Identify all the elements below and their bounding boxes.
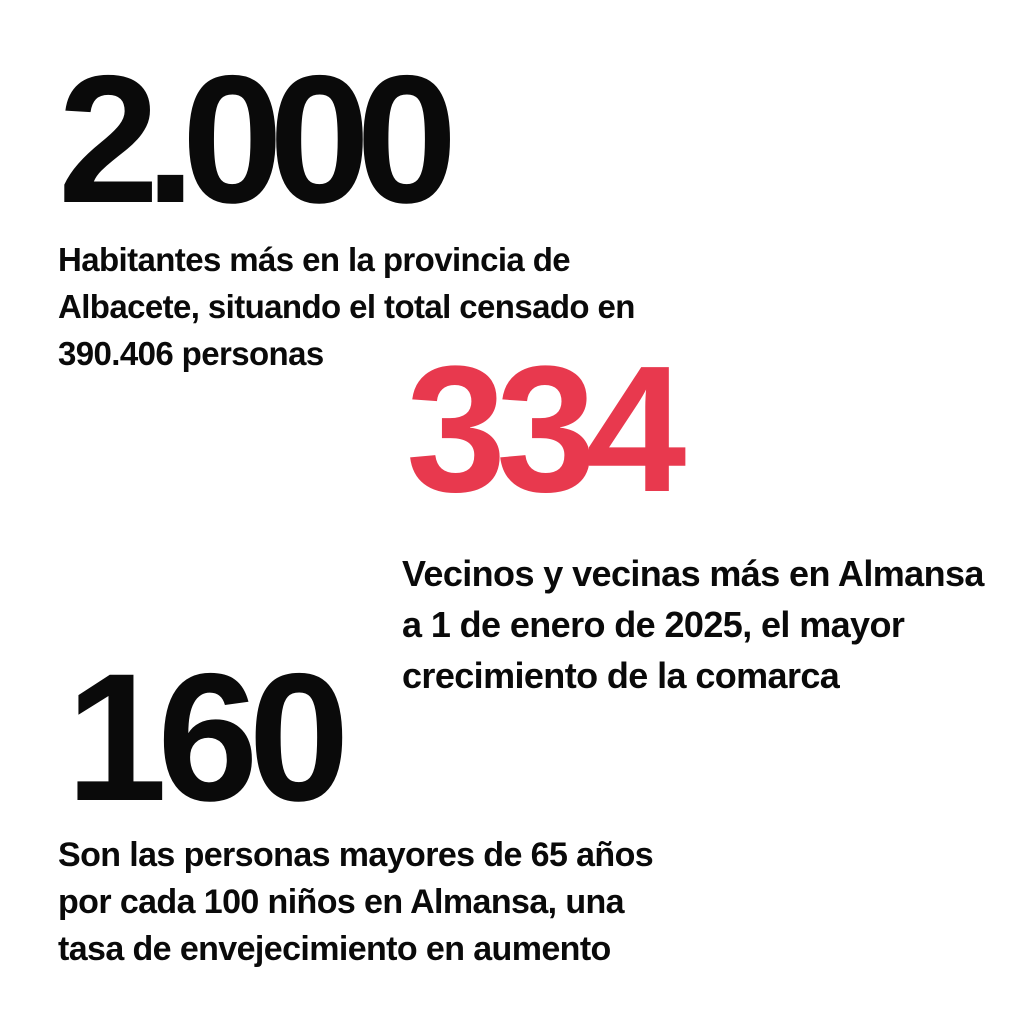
stat-number-highlight: 334 xyxy=(406,329,677,530)
stat-caption: Habitantes más en la provincia de Albacete, situando el total censado en 390.406 personas xyxy=(58,241,635,372)
stat-aging-index xyxy=(58,635,654,973)
stat-number: 2.000 xyxy=(58,37,444,241)
stat-caption: Son las personas mayores de 65 años por cada 100 niños en Almansa, una tasa de envejecimiento en aumento xyxy=(58,836,654,968)
stat-population-province xyxy=(58,37,635,377)
stat-caption: Vecinos y vecinas más en Almansa a 1 de enero de 2025, el mayor crecimiento de la comarca xyxy=(402,553,984,696)
stat-number: 160 xyxy=(66,635,340,839)
